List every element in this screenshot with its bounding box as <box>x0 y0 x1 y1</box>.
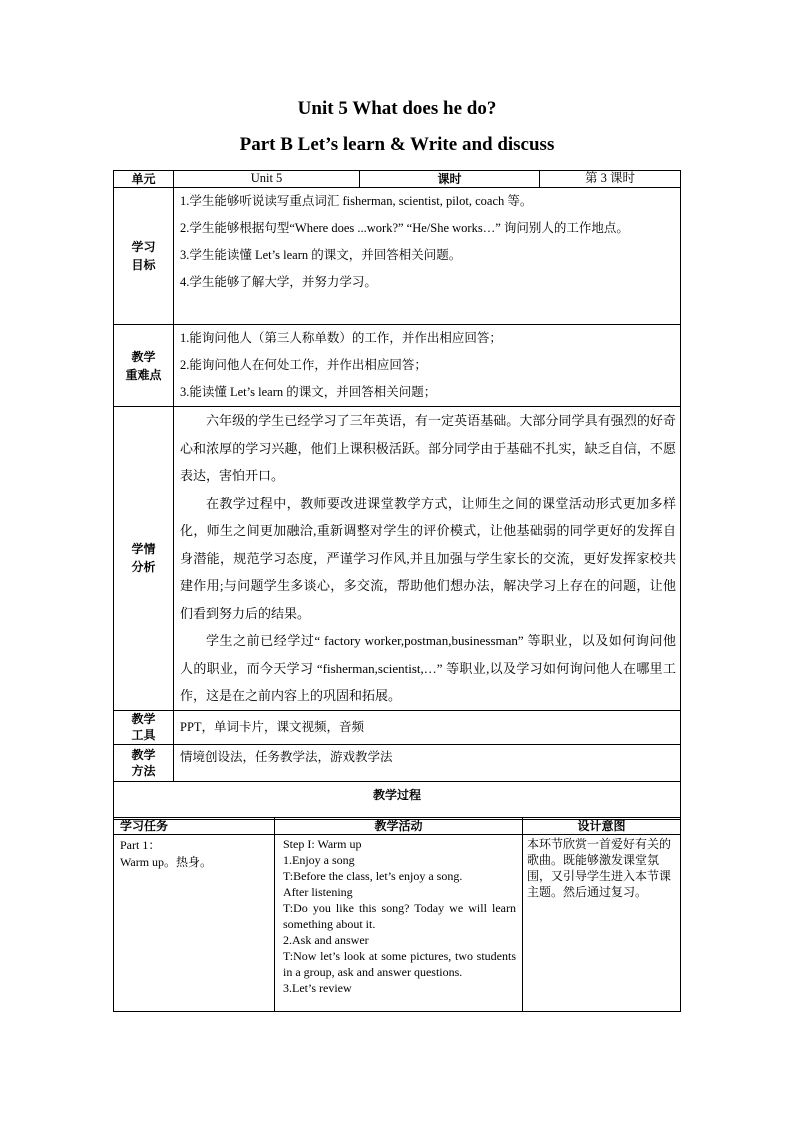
key-points-label: 教学 重难点 <box>114 325 174 407</box>
activity-line: 2.Ask and answer <box>283 933 369 947</box>
objective-item: 2.学生能够根据句型“Where does ...work?” “He/She works…” 询问别人的工作地点。 <box>180 221 629 235</box>
analysis-label: 学情 分析 <box>114 407 174 711</box>
design-cell: 本环节欣赏一首爱好有关的歌曲。既能够激发课堂氛围，又引导学生进入本节课主题。然后通过复习。 <box>523 835 681 1012</box>
objectives-content <box>174 188 681 325</box>
unit-value: Unit 5 <box>174 171 360 188</box>
lesson-plan-table <box>113 170 681 820</box>
period-label: 课时 <box>360 171 540 188</box>
methods-value: 情境创设法，任务教学法，游戏教学法 <box>174 744 681 781</box>
document-title: Unit 5 What does he do? <box>297 98 497 119</box>
process-title: 教学过程 <box>114 781 681 819</box>
process-table <box>113 817 681 1012</box>
key-point-item: 1.能询问他人（第三人称单数）的工作，并作出相应回答； <box>180 331 502 345</box>
analysis-paragraph: 六年级的学生已经学习了三年英语，有一定英语基础。大部分同学具有强烈的好奇心和浓厚的学习兴趣，他们上课积极活跃。部分同学由于基础不扎实，缺乏自信，不愿表达，害怕开口。 <box>180 413 676 483</box>
objective-item: 4.学生能够了解大学，并努力学习。 <box>180 275 377 289</box>
activity-column-header: 教学活动 <box>275 818 523 835</box>
objectives-label: 学习 目标 <box>114 188 174 325</box>
activity-line: T:Do you like this song? Today we will learn something about it. <box>283 901 516 931</box>
activity-line: T:Now let’s look at some pictures, two students in a group, ask and answer questions. <box>283 949 516 979</box>
objective-item: 1.学生能够听说读写重点词汇 fisherman, scientist, pilot, coach 等。 <box>180 194 533 208</box>
methods-label: 教学 方法 <box>114 744 174 781</box>
task-cell <box>114 835 275 1012</box>
activity-line: Step I: Warm up <box>283 837 362 851</box>
key-point-item: 2.能询问他人在何处工作，并作出相应回答； <box>180 358 427 372</box>
analysis-paragraph: 在教学过程中，教师要改进课堂教学方式，让师生之间的课堂活动形式更加多样化，师生之间更加融洽,重新调整对学生的评价模式，让他基础弱的同学更好的发挥自身潜能，规范学习态度，严谨学习作风,并且加强与学生家长的交流，更好发挥家校共建作用;与问题学生多谈心，多交流，帮助他们想办法，解决学习上存在的问题，让他们看到努力后的结果。 <box>180 495 676 621</box>
activity-line: 3.Let’s review <box>283 981 352 995</box>
tools-value: PPT，单词卡片，课文视频，音频 <box>174 710 681 744</box>
task-name: Warm up。热身。 <box>120 855 213 869</box>
document-subtitle: Part B Let’s learn & Write and discuss <box>239 134 555 155</box>
task-part: Part 1： <box>120 838 161 852</box>
activity-line: 1.Enjoy a song <box>283 853 355 867</box>
tools-label: 教学 工具 <box>114 710 174 744</box>
task-column-header: 学习任务 <box>114 818 275 835</box>
unit-label: 单元 <box>114 171 174 188</box>
period-value: 第 3 课时 <box>540 171 681 188</box>
design-column-header: 设计意图 <box>523 818 681 835</box>
key-points-content <box>174 325 681 407</box>
objective-item: 3.学生能读懂 Let’s learn 的课文，并回答相关问题。 <box>180 248 462 262</box>
key-point-item: 3.能读懂 Let’s learn 的课文，并回答相关问题； <box>180 385 437 399</box>
analysis-paragraph: 学生之前已经学过“ factory worker,postman,businessman” 等职业，以及如何询问他人的职业，而今天学习 “fisherman,scientist,…” 等职业,以及学习如何询问他人在哪里工作，这是在之前内容上的巩固和拓展。 <box>180 633 676 703</box>
activity-line: T:Before the class, let’s enjoy a song. <box>283 869 463 883</box>
activity-line: After listening <box>283 885 353 899</box>
analysis-content <box>174 407 681 711</box>
activity-cell <box>275 835 523 1012</box>
